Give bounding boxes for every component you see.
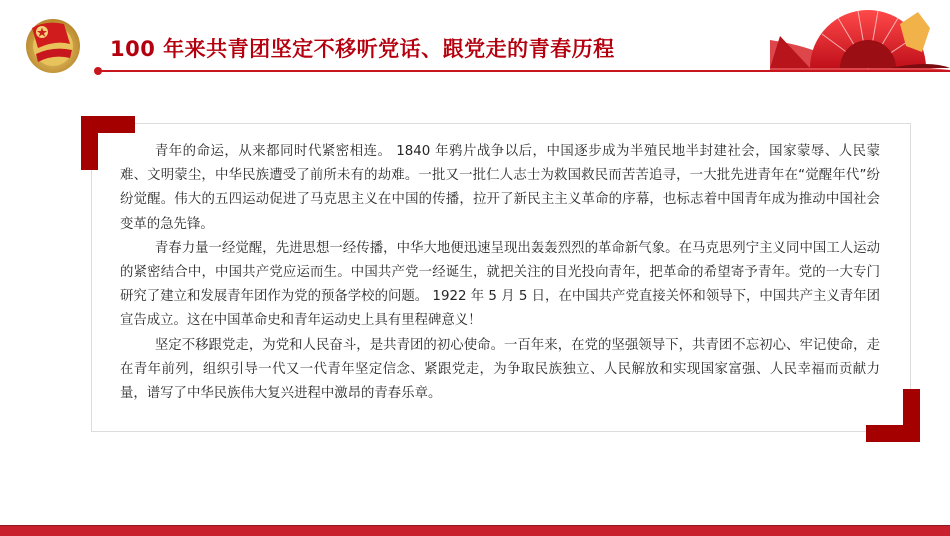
- corner-bracket-bottom-right: [903, 389, 920, 442]
- paragraph-1: 青年的命运，从来都同时代紧密相连。 1840 年鸦片战争以后，中国逐步成为半殖民地半封建社会，国家蒙辱、人民蒙难、文明蒙尘，中华民族遭受了前所未有的劫难。一批又一批仁人志士为救国救民而苦苦追寻，一大批先进青年在“觉醒年代”纷纷觉醒。伟大的五四运动促进了马克思主义在中国的传播，拉开了新民主主义革命的序幕，也标志着中国青年成为推动中国社会变革的急先锋。: [120, 144, 880, 232]
- corner-bracket-top-left: [81, 116, 98, 170]
- title-divider: [100, 70, 950, 72]
- page-title: 100 年来共青团坚定不移听党话、跟党走的青春历程: [110, 37, 615, 61]
- paragraph-3: 坚定不移跟党走，为党和人民奋斗，是共青团的初心使命。一百年来，在党的坚强领导下，共青团不忘初心、牢记使命，走在青年前列，组织引导一代又一代青年坚定信念、紧跟党走，为争取民族独立、人民解放和实现国家富强、人民幸福而贡献力量，谱写了中华民族伟大复兴进程中激昂的青春乐章。: [120, 337, 880, 402]
- body-text: [120, 140, 880, 406]
- youth-league-emblem-icon: [20, 10, 86, 76]
- footer-bar: [0, 525, 950, 536]
- paragraph-2: 青春力量一经觉醒，先进思想一经传播，中华大地便迅速呈现出轰轰烈烈的革命新气象。在马克思列宁主义同中国工人运动的紧密结合中，中国共产党应运而生。中国共产党一经诞生，就把关注的目光投向青年，把革命的希望寄予青年。党的一大专门研究了建立和发展青年团作为党的预备学校的问题。 1922 年 5 月 5 日，在中国共产党直接关怀和领导下，中国共产主义青年团宣告成立。这在中国革命史和青年运动史上具有里程碑意义！: [120, 240, 880, 329]
- red-fan-decoration-icon: [770, 6, 950, 70]
